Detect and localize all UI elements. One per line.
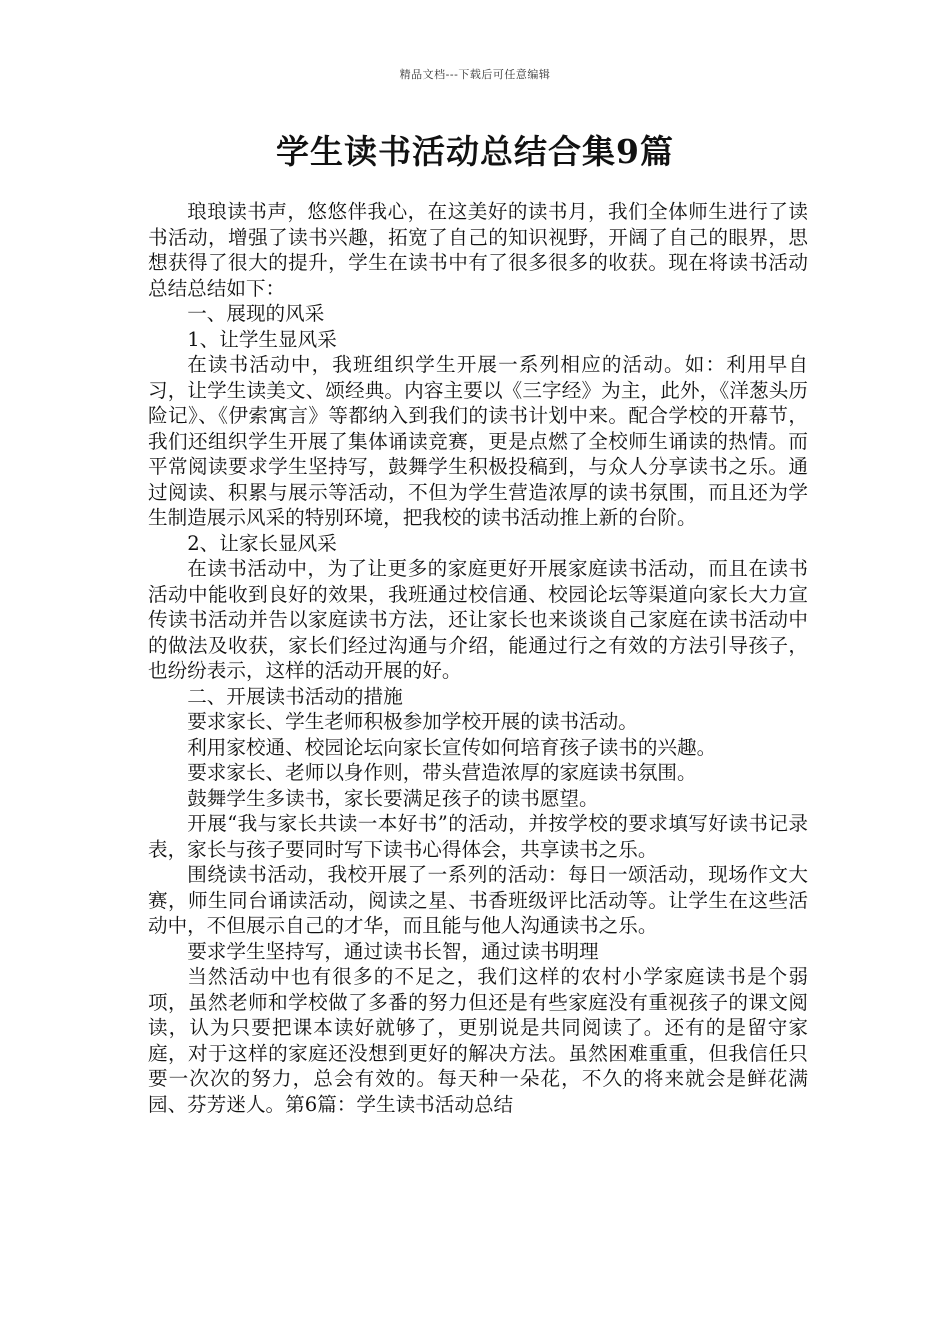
- document-title: 学生读书活动总结合集9篇: [276, 132, 674, 171]
- document-body: [148, 199, 808, 1117]
- header-note: 精品文档---下载后可任意编辑: [399, 68, 551, 81]
- measure-item: 鼓舞学生多读书，家长要满足孩子的读书愿望。: [187, 786, 599, 810]
- measure-item: 开展“我与家长共读一本好书”的活动，并按学校的要求填写好读书记录表，家长与孩子要同时写下读书心得体会，共享读书之乐。: [148, 812, 808, 861]
- body-paragraph: 在读书活动中，我班组织学生开展一系列相应的活动。如：利用早自习，让学生读美文、颂经典。内容主要以《三字经》为主，此外，《洋葱头历险记》、《伊索寓言》等都纳入到我们的读书计划中来。配合学校的开幕节，我们还组织学生开展了集体诵读竞赛，更是点燃了全校师生诵读的热情。而平常阅读要求学生坚持写，鼓舞学生积极投稿到，与众人分享读书之乐。通过阅读、积累与展示等活动，不但为学生营造浓厚的读书氛围，而且还为学生制造展示风采的特别环境，把我校的读书活动推上新的台阶。: [148, 353, 808, 529]
- measure-item: 要求学生坚持写，通过读书长智，通过读书明理: [187, 939, 599, 963]
- measure-item: 要求家长、学生老师积极参加学校开展的读书活动。: [187, 710, 638, 733]
- measure-item: 利用家校通、校园论坛向家长宣传如何培育孩子读书的兴趣。: [187, 735, 717, 759]
- subsection-heading-1-2: 2、让家长显风采: [187, 531, 337, 555]
- body-paragraph: 在读书活动中，为了让更多的家庭更好开展家庭读书活动，而且在读书活动中能收到良好的效果，我班通过校信通、校园论坛等渠道向家长大力宣传读书活动并告以家庭读书方法，还让家长也来谈谈自己家庭在读书活动中的做法及收获，家长们经过沟通与介绍，能通过行之有效的方法引导孩子，也纷纷表示，这样的活动开展的好。: [148, 557, 808, 682]
- measure-item: 要求家长、老师以身作则，带头营造浓厚的家庭读书氛围。: [187, 761, 697, 784]
- section-heading-2: 二、开展读书活动的措施: [187, 684, 403, 708]
- body-paragraph: 当然活动中也有很多的不足之，我们这样的农村小学家庭读书是个弱项，虽然老师和学校做了多番的努力但还是有些家庭没有重视孩子的课文阅读，认为只要把课本读好就够了，更别说是共同阅读了。还有的是留守家庭，对于这样的家庭还没想到更好的解决方法。虽然困难重重，但我信任只要一次次的努力，总会有效的。每天种一朵花，不久的将来就会是鲜花满园、芬芳迷人。第6篇：学生读书活动总结: [148, 965, 808, 1116]
- body-paragraph: 围绕读书活动，我校开展了一系列的活动：每日一颂活动，现场作文大赛，师生同台诵读活动，阅读之星、书香班级评比活动等。让学生在这些活动中，不但展示自己的才华，而且能与他人沟通读书之乐。: [148, 863, 808, 937]
- subsection-heading-1-1: 1、让学生显风采: [187, 327, 337, 351]
- section-heading-1: 一、展现的风采: [187, 302, 325, 325]
- intro-paragraph: 琅琅读书声，悠悠伴我心，在这美好的读书月，我们全体师生进行了读书活动，增强了读书兴趣，拓宽了自己的知识视野，开阔了自己的眼界，思想获得了很大的提升，学生在读书中有了很多很多的收获。现在将读书活动总结总结如下：: [148, 200, 808, 300]
